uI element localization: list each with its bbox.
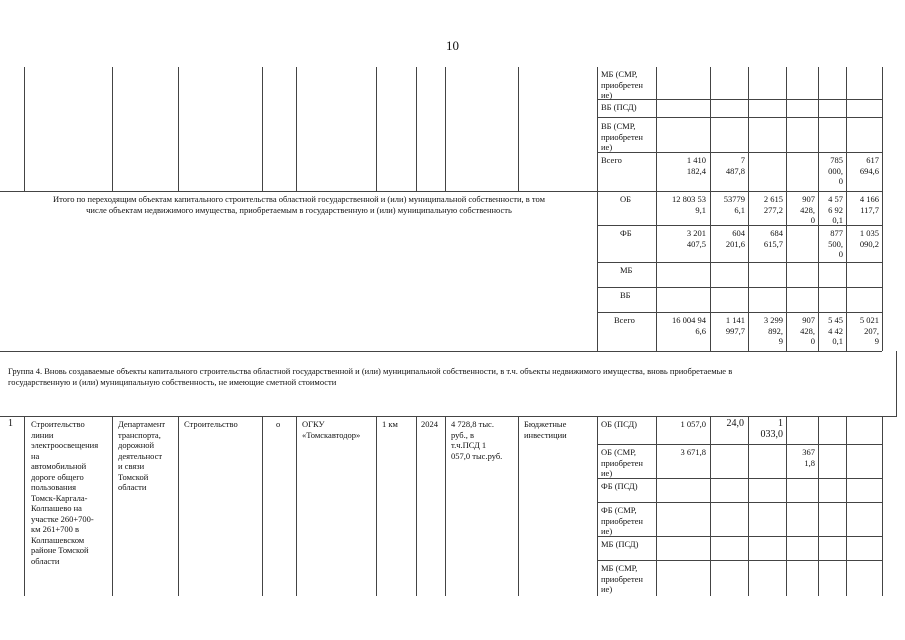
summary-cell: 877 500, 0 bbox=[828, 228, 843, 259]
line-cell: 1 057,0 bbox=[680, 419, 706, 429]
summary-label-ob: ОБ bbox=[620, 194, 632, 204]
summary-cell: 4 166 117,7 bbox=[859, 194, 879, 215]
line-label: МБ (СМР, приобретен ие) bbox=[601, 563, 643, 594]
total-cell: 1 410 182,4 bbox=[686, 155, 706, 176]
page-number: 10 bbox=[446, 38, 459, 53]
summary-cell: 907 428, 0 bbox=[800, 315, 815, 346]
customer: ОГКУ «Томскавтодор» bbox=[302, 419, 361, 440]
summary-cell: 5 021 207, 9 bbox=[859, 315, 879, 346]
line-label: ФБ (ПСД) bbox=[601, 481, 638, 491]
line-label: ОБ (ПСД) bbox=[601, 419, 637, 429]
summary-cell: 12 803 53 9,1 bbox=[672, 194, 706, 215]
summary-title: Итого по переходящим объектам капитального строительства областной государственной и (или) муниципальной собственности, в том числе объектам недвижимого имущества, приобретаемым в государственную и (или) муниципальную собственность bbox=[52, 194, 545, 215]
line-cell: 24,0 bbox=[726, 418, 744, 429]
line-cell: 367 1,8 bbox=[802, 447, 815, 468]
summary-cell: 53779 6,1 bbox=[723, 194, 745, 215]
summary-cell: 684 615,7 bbox=[763, 228, 783, 249]
group-title: Группа 4. Вновь создаваемые объекты капитального строительства областной государственной и (или) муниципальной собственности, в т.ч. объекты недвижимого имущества, вновь приобретаемые в государственную и (или) муниципальную собственность, не имеющие сметной стоимости bbox=[8, 366, 733, 387]
department: Департамент транспорта, дорожной деятельност и связи Томской области bbox=[118, 419, 166, 492]
summary-cell: 5 45 4 42 0,1 bbox=[828, 315, 843, 346]
line-cell: 1 033,0 bbox=[760, 418, 783, 440]
summary-cell: 2 615 277,2 bbox=[763, 194, 783, 215]
line-label: ФБ (СМР, приобретен ие) bbox=[601, 505, 643, 536]
work-type: Строительство bbox=[184, 419, 238, 429]
label-vb-smr: ВБ (СМР, приобретен ие) bbox=[601, 121, 643, 152]
label-vb-psd: ВБ (ПСД) bbox=[601, 102, 637, 112]
capacity: 1 км bbox=[382, 419, 398, 429]
total-cell: 7 487,8 bbox=[725, 155, 745, 176]
total-cell: 785 000, 0 bbox=[828, 155, 843, 186]
label-total: Всего bbox=[601, 155, 622, 165]
summary-cell: 16 004 94 6,6 bbox=[672, 315, 706, 336]
summary-label-mb: МБ bbox=[620, 265, 633, 275]
summary-cell: 604 201,6 bbox=[725, 228, 745, 249]
summary-label-vb: ВБ bbox=[620, 290, 631, 300]
object-name: Строительство линии электроосвещения на автомобильной дороге общего пользования Томск-Каргала- Колпашево на участке 260+700- км 261+700 в Колпашевском районе Томской области bbox=[31, 419, 99, 566]
summary-label-fb: ФБ bbox=[620, 228, 632, 238]
summary-cell: 4 57 6 92 0,1 bbox=[828, 194, 843, 225]
year: 2024 bbox=[421, 419, 438, 429]
label-mb-smr: МБ (СМР, приобретен ие) bbox=[601, 69, 643, 100]
funding-type: Бюджетные инвестиции bbox=[524, 419, 567, 440]
summary-cell: 1 035 090,2 bbox=[859, 228, 879, 249]
total-cell: 617 694,6 bbox=[859, 155, 879, 176]
summary-cell: 3 201 407,5 bbox=[686, 228, 706, 249]
estimated-cost: 4 728,8 тыс. руб., в т.ч.ПСД 1 057,0 тыс.руб. bbox=[451, 419, 503, 461]
summary-label-total: Всего bbox=[614, 315, 635, 325]
summary-cell: 907 428, 0 bbox=[800, 194, 815, 225]
summary-cell: 1 141 997,7 bbox=[725, 315, 745, 336]
row-number: 1 bbox=[8, 418, 13, 429]
line-label: ОБ (СМР, приобретен ие) bbox=[601, 447, 643, 478]
line-label: МБ (ПСД) bbox=[601, 539, 639, 549]
summary-cell: 3 299 892, 9 bbox=[763, 315, 783, 346]
line-cell: 3 671,8 bbox=[680, 447, 706, 457]
